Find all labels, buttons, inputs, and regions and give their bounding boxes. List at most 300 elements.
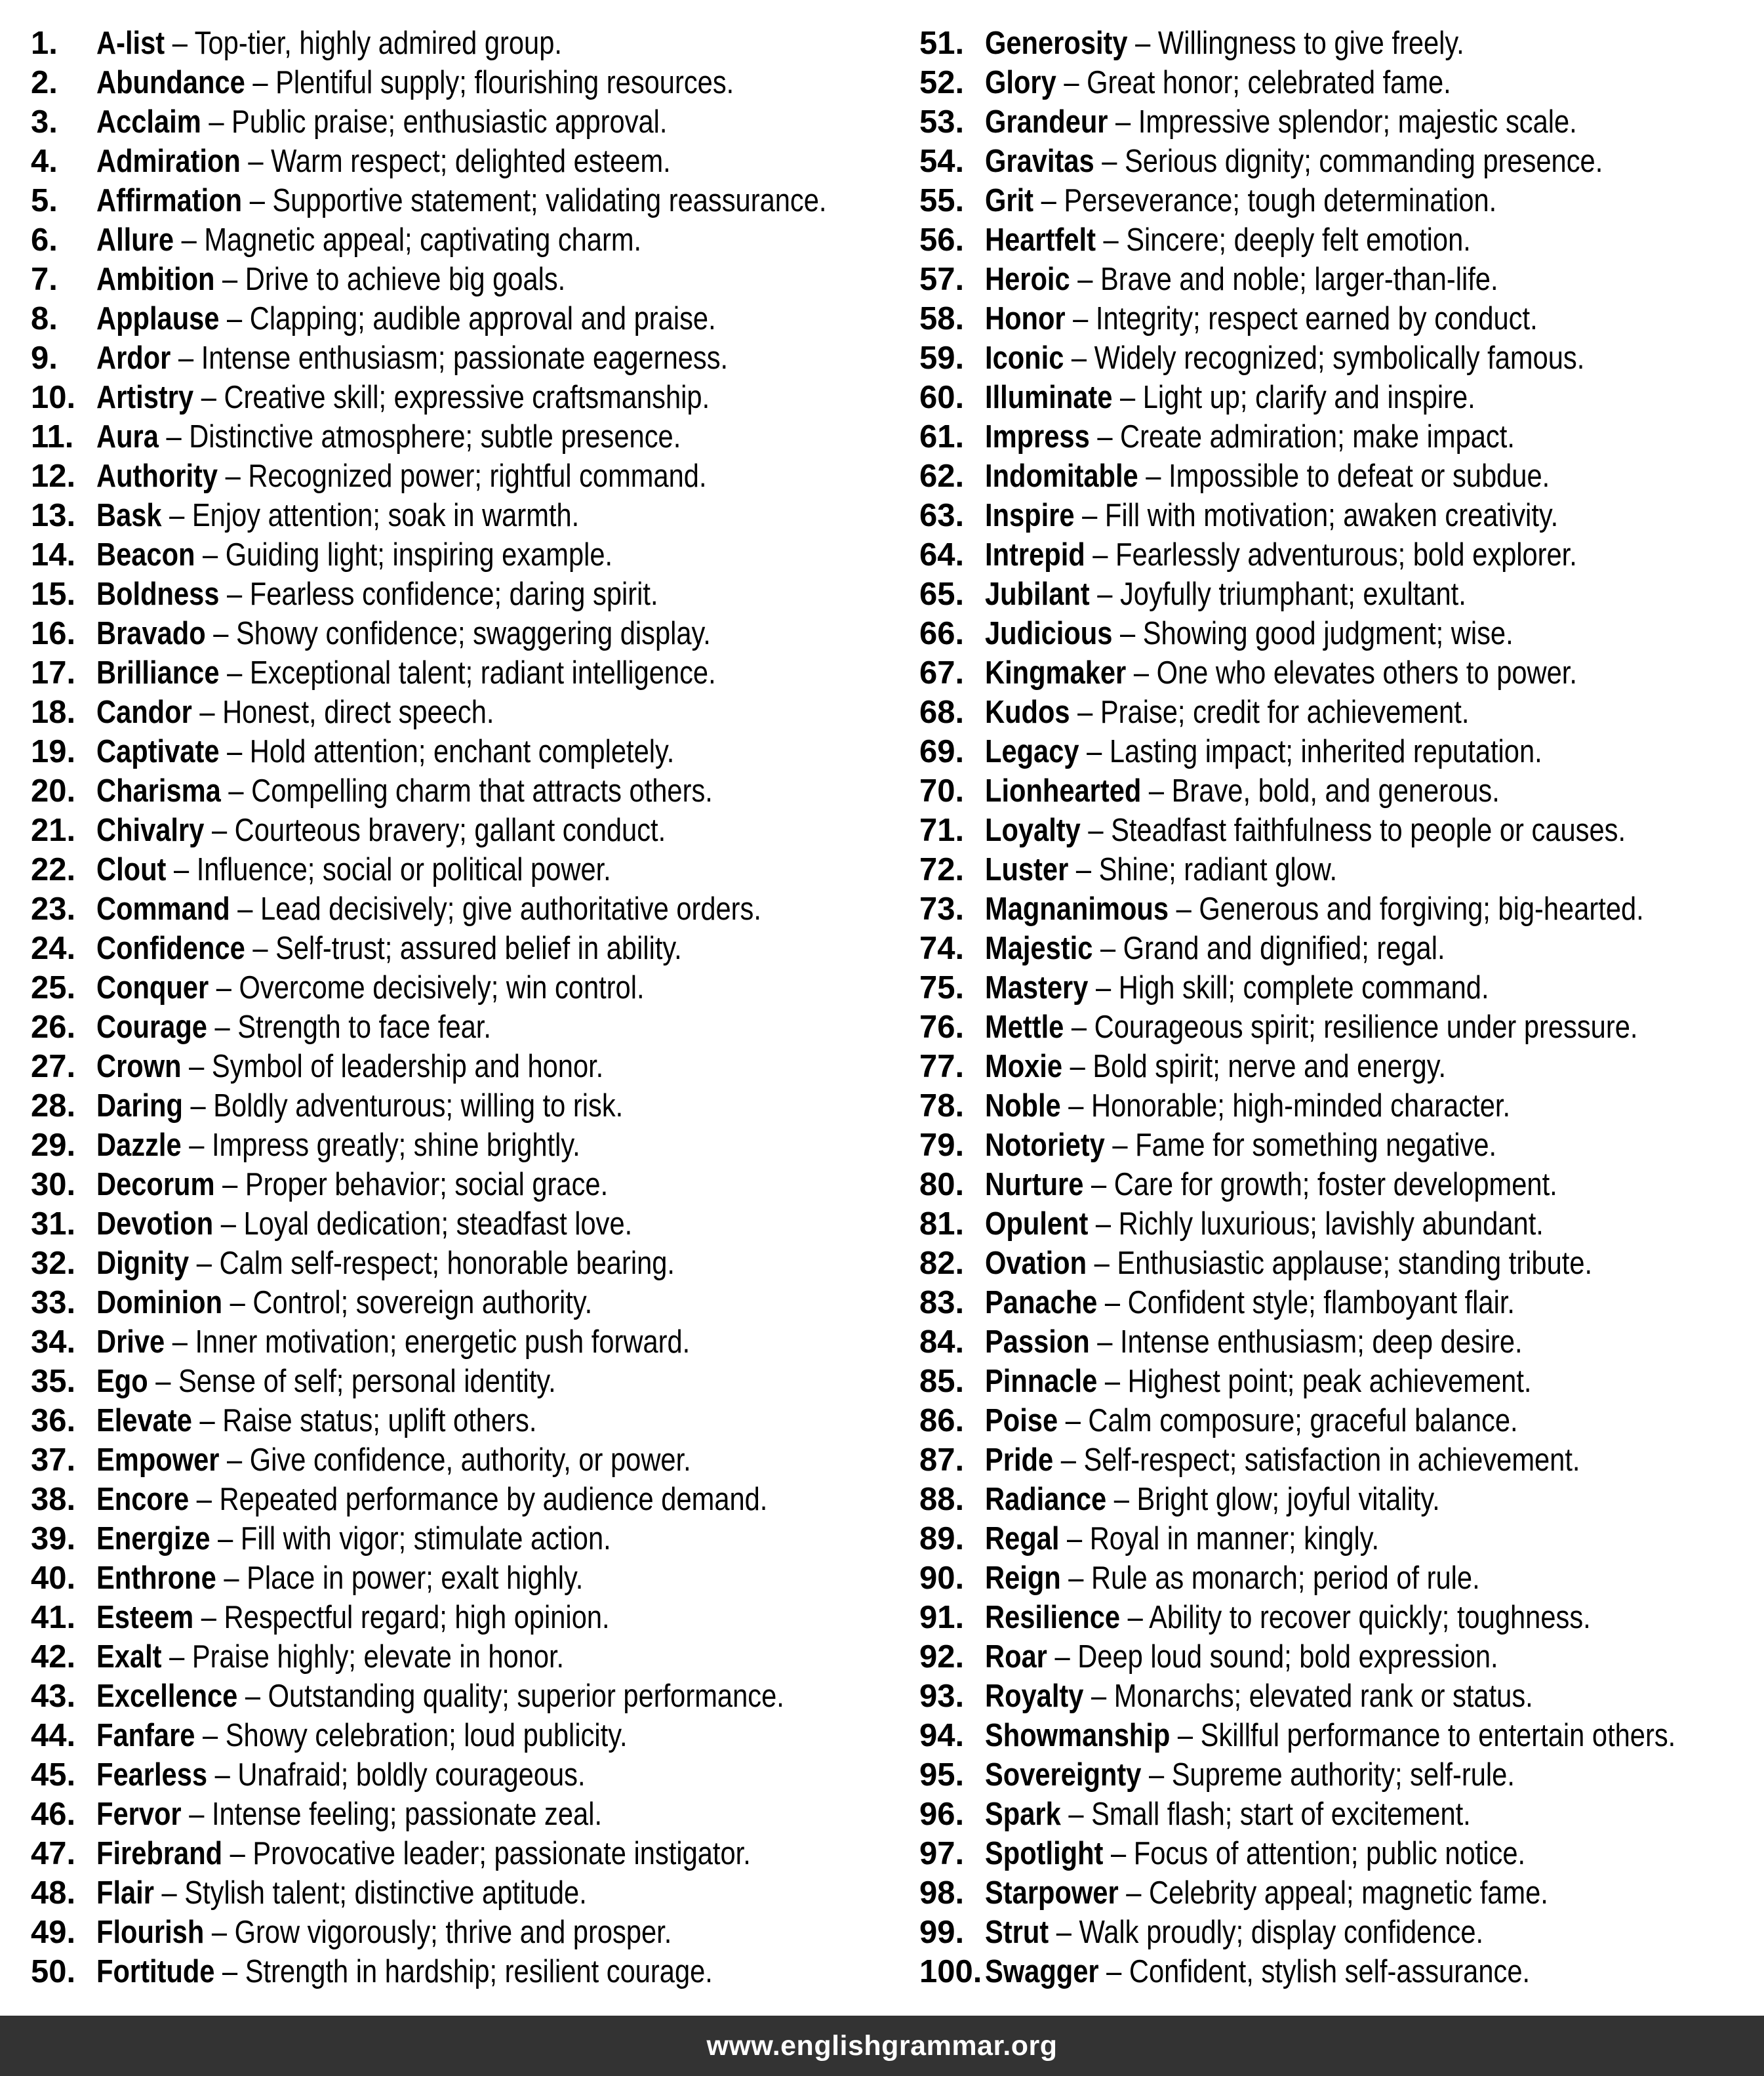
item-text xyxy=(96,378,710,417)
list-item xyxy=(919,811,1764,850)
item-word: Swagger xyxy=(985,1954,1099,1989)
item-word: Enthrone xyxy=(96,1560,216,1596)
item-number: 69. xyxy=(919,734,965,769)
item-text xyxy=(985,1480,1440,1519)
item-text xyxy=(985,1244,1592,1283)
item-word: Spotlight xyxy=(985,1836,1104,1871)
item-word: Radiance xyxy=(985,1482,1107,1517)
item-definition: – Enthusiastic applause; standing tribute. xyxy=(1087,1246,1593,1281)
item-number: 18. xyxy=(31,695,76,730)
item-number: 45. xyxy=(31,1757,76,1793)
item-number: 79. xyxy=(919,1128,965,1163)
item-word: Crown xyxy=(96,1049,182,1084)
item-definition: – Courteous bravery; gallant conduct. xyxy=(204,813,666,848)
item-text xyxy=(96,1677,784,1716)
item-definition: – Bright glow; joyful vitality. xyxy=(1106,1482,1440,1517)
item-text xyxy=(96,1519,611,1558)
list-item xyxy=(919,63,1764,102)
item-word: Strut xyxy=(985,1915,1049,1950)
item-definition: – Compelling charm that attracts others. xyxy=(220,773,713,809)
list-item xyxy=(919,1795,1764,1834)
item-text xyxy=(985,1716,1675,1755)
item-number: 34. xyxy=(31,1324,76,1360)
list-item xyxy=(31,1126,882,1165)
list-item xyxy=(919,1007,1764,1047)
item-text xyxy=(985,1519,1379,1558)
item-word: Noble xyxy=(985,1088,1061,1124)
list-item xyxy=(31,1480,882,1519)
item-definition: – Inner motivation; energetic push forward. xyxy=(165,1324,691,1360)
item-word: Exalt xyxy=(96,1639,162,1675)
item-text xyxy=(985,102,1577,142)
item-word: Mettle xyxy=(985,1009,1064,1045)
item-number: 33. xyxy=(31,1285,76,1320)
item-word: Devotion xyxy=(96,1206,214,1242)
item-text xyxy=(96,142,671,181)
item-definition: – Top-tier, highly admired group. xyxy=(165,26,562,61)
list-item xyxy=(31,929,882,968)
list-item xyxy=(919,1677,1764,1716)
list-item xyxy=(31,220,882,260)
item-definition: – Impress greatly; shine brightly. xyxy=(181,1128,580,1163)
list-item xyxy=(31,1952,882,1991)
item-text xyxy=(985,142,1603,181)
list-item xyxy=(31,1244,882,1283)
list-item xyxy=(31,63,882,102)
item-text xyxy=(985,1755,1515,1795)
list-item xyxy=(919,417,1764,457)
item-number: 57. xyxy=(919,262,965,297)
item-definition: – Lead decisively; give authoritative orders. xyxy=(230,891,761,927)
item-number: 99. xyxy=(919,1915,965,1950)
list-item xyxy=(31,771,882,811)
item-word: Captivate xyxy=(96,734,220,769)
item-word: Drive xyxy=(96,1324,165,1360)
list-item xyxy=(31,417,882,457)
item-definition: – Confident, stylish self-assurance. xyxy=(1098,1954,1531,1989)
item-word: Royalty xyxy=(985,1679,1084,1714)
item-text xyxy=(985,929,1445,968)
item-number: 64. xyxy=(919,537,965,573)
item-number: 49. xyxy=(31,1915,76,1950)
item-word: Nurture xyxy=(985,1167,1084,1202)
item-definition: – Strength in hardship; resilient courage. xyxy=(214,1954,713,1989)
item-word: Magnanimous xyxy=(985,891,1169,927)
item-word: Courage xyxy=(96,1009,207,1045)
item-text xyxy=(96,850,611,889)
item-number: 24. xyxy=(31,931,76,966)
item-word: Conquer xyxy=(96,970,209,1006)
item-text xyxy=(96,1204,632,1244)
item-definition: – Fame for something negative. xyxy=(1104,1128,1497,1163)
item-text xyxy=(985,1834,1525,1873)
list-item xyxy=(31,575,882,614)
item-text xyxy=(96,1637,564,1677)
item-definition: – Praise; credit for achievement. xyxy=(1070,695,1470,730)
footer-bar xyxy=(0,2016,1764,2076)
item-word: Mastery xyxy=(985,970,1089,1006)
item-definition: – Highest point; peak achievement. xyxy=(1097,1364,1532,1399)
item-text xyxy=(96,693,494,732)
item-number: 80. xyxy=(919,1167,965,1202)
item-number: 60. xyxy=(919,380,965,415)
item-definition: – Courageous spirit; resilience under pressure. xyxy=(1064,1009,1638,1045)
list-item xyxy=(31,496,882,535)
item-definition: – Grow vigorously; thrive and prosper. xyxy=(204,1915,672,1950)
item-text xyxy=(985,1086,1510,1126)
item-number: 5. xyxy=(31,183,58,218)
item-word: Daring xyxy=(96,1088,183,1124)
item-word: Legacy xyxy=(985,734,1079,769)
item-text xyxy=(985,850,1337,889)
item-number: 7. xyxy=(31,262,58,297)
item-definition: – Intense enthusiasm; deep desire. xyxy=(1089,1324,1523,1360)
item-definition: – Perseverance; tough determination. xyxy=(1033,183,1497,218)
item-text xyxy=(985,732,1542,771)
item-definition: – Plentiful supply; flourishing resources. xyxy=(245,65,734,100)
item-definition: – Deep loud sound; bold expression. xyxy=(1047,1639,1498,1675)
item-number: 75. xyxy=(919,970,965,1006)
item-number: 91. xyxy=(919,1600,965,1635)
list-item xyxy=(31,1755,882,1795)
item-text xyxy=(96,1086,623,1126)
item-word: Panache xyxy=(985,1285,1098,1320)
item-word: Command xyxy=(96,891,230,927)
item-number: 21. xyxy=(31,813,76,848)
item-definition: – Honorable; high-minded character. xyxy=(1060,1088,1511,1124)
list-item xyxy=(919,1440,1764,1480)
item-definition: – Lasting impact; inherited reputation. xyxy=(1079,734,1542,769)
item-definition: – Grand and dignified; regal. xyxy=(1092,931,1445,966)
item-text xyxy=(985,220,1471,260)
list-item xyxy=(919,1873,1764,1913)
list-item xyxy=(31,299,882,338)
item-text xyxy=(985,889,1644,929)
item-text xyxy=(96,260,565,299)
item-text xyxy=(96,889,761,929)
list-item xyxy=(919,614,1764,653)
list-item xyxy=(31,457,882,496)
item-text xyxy=(985,260,1498,299)
item-text xyxy=(985,1204,1544,1244)
item-word: Ambition xyxy=(96,262,215,297)
item-number: 20. xyxy=(31,773,76,809)
item-text xyxy=(985,653,1577,693)
list-item xyxy=(31,535,882,575)
item-definition: – Proper behavior; social grace. xyxy=(214,1167,609,1202)
item-number: 28. xyxy=(31,1088,76,1124)
item-word: Fervor xyxy=(96,1797,182,1832)
item-number: 23. xyxy=(31,891,76,927)
item-definition: – Raise status; uplift others. xyxy=(191,1403,537,1438)
item-definition: – Impossible to defeat or subdue. xyxy=(1138,458,1550,494)
item-word: Gravitas xyxy=(985,144,1094,179)
item-definition: – Sincere; deeply felt emotion. xyxy=(1095,222,1471,258)
list-item xyxy=(919,260,1764,299)
list-item xyxy=(919,1322,1764,1362)
item-number: 52. xyxy=(919,65,965,100)
list-item xyxy=(919,220,1764,260)
item-definition: – Focus of attention; public notice. xyxy=(1103,1836,1526,1871)
item-word: Loyalty xyxy=(985,813,1081,848)
list-item xyxy=(31,614,882,653)
list-item xyxy=(31,1913,882,1952)
item-definition: – Drive to achieve big goals. xyxy=(214,262,566,297)
item-number: 26. xyxy=(31,1009,76,1045)
item-word: Pinnacle xyxy=(985,1364,1098,1399)
item-number: 74. xyxy=(919,931,965,966)
item-word: Impress xyxy=(985,419,1090,455)
item-word: Acclaim xyxy=(96,104,201,140)
item-text xyxy=(96,653,716,693)
item-definition: – Skillful performance to entertain others. xyxy=(1170,1718,1676,1753)
list-item xyxy=(31,1086,882,1126)
item-definition: – Showy celebration; loud publicity. xyxy=(195,1718,628,1753)
item-number: 76. xyxy=(919,1009,965,1045)
list-item xyxy=(919,1086,1764,1126)
item-word: Regal xyxy=(985,1521,1060,1557)
item-number: 86. xyxy=(919,1403,965,1438)
item-word: Grit xyxy=(985,183,1034,218)
item-text xyxy=(96,1440,691,1480)
item-number: 63. xyxy=(919,498,965,533)
item-definition: – Integrity; respect earned by conduct. xyxy=(1065,301,1538,336)
list-item xyxy=(31,850,882,889)
item-number: 84. xyxy=(919,1324,965,1360)
item-number: 25. xyxy=(31,970,76,1006)
item-text xyxy=(96,220,641,260)
item-word: A-list xyxy=(96,26,165,61)
list-item xyxy=(919,1558,1764,1598)
item-word: Allure xyxy=(96,222,174,258)
list-item xyxy=(919,1244,1764,1283)
item-text xyxy=(985,1558,1480,1598)
item-text xyxy=(96,1126,580,1165)
list-item xyxy=(31,181,882,220)
item-number: 6. xyxy=(31,222,58,258)
list-item xyxy=(919,142,1764,181)
item-number: 46. xyxy=(31,1797,76,1832)
item-definition: – Bold spirit; nerve and energy. xyxy=(1062,1049,1447,1084)
item-text xyxy=(96,575,658,614)
item-word: Fortitude xyxy=(96,1954,215,1989)
item-text xyxy=(96,929,682,968)
item-definition: – Brave and noble; larger-than-life. xyxy=(1070,262,1498,297)
item-word: Aura xyxy=(96,419,159,455)
list-item xyxy=(31,338,882,378)
list-item xyxy=(31,693,882,732)
item-text xyxy=(985,1322,1523,1362)
item-text xyxy=(985,693,1469,732)
item-definition: – Joyfully triumphant; exultant. xyxy=(1089,577,1466,612)
item-definition: – Overcome decisively; win control. xyxy=(209,970,645,1006)
item-number: 65. xyxy=(919,577,965,612)
item-word: Abundance xyxy=(96,65,245,100)
item-text xyxy=(96,1755,586,1795)
item-definition: – Exceptional talent; radiant intelligence. xyxy=(219,655,716,691)
item-text xyxy=(985,1795,1471,1834)
item-number: 54. xyxy=(919,144,965,179)
item-definition: – Recognized power; rightful command. xyxy=(218,458,707,494)
item-word: Inspire xyxy=(985,498,1075,533)
item-number: 30. xyxy=(31,1167,76,1202)
item-word: Esteem xyxy=(96,1600,194,1635)
item-text xyxy=(96,1362,556,1401)
item-text xyxy=(96,1873,587,1913)
list-item xyxy=(919,1126,1764,1165)
item-definition: – Enjoy attention; soak in warmth. xyxy=(161,498,580,533)
item-definition: – Symbol of leadership and honor. xyxy=(181,1049,604,1084)
item-number: 36. xyxy=(31,1403,76,1438)
item-text xyxy=(96,1047,603,1086)
item-word: Heartfelt xyxy=(985,222,1096,258)
item-definition: – Fearlessly adventurous; bold explorer. xyxy=(1085,537,1577,573)
list-item xyxy=(919,889,1764,929)
item-word: Glory xyxy=(985,65,1056,100)
item-word: Beacon xyxy=(96,537,195,573)
list-item xyxy=(919,1047,1764,1086)
item-number: 58. xyxy=(919,301,965,336)
item-word: Dominion xyxy=(96,1285,223,1320)
item-text xyxy=(985,1362,1531,1401)
item-number: 19. xyxy=(31,734,76,769)
item-number: 61. xyxy=(919,419,965,455)
item-text xyxy=(96,1165,608,1204)
item-text xyxy=(985,1440,1580,1480)
item-text xyxy=(96,1716,628,1755)
item-word: Intrepid xyxy=(985,537,1085,573)
item-definition: – Rule as monarch; period of rule. xyxy=(1060,1560,1480,1596)
item-definition: – Royal in manner; kingly. xyxy=(1059,1521,1380,1557)
item-word: Fanfare xyxy=(96,1718,195,1753)
list-item xyxy=(31,1834,882,1873)
item-word: Ego xyxy=(96,1364,148,1399)
word-list-column-right xyxy=(882,24,1764,1991)
item-definition: – Fearless confidence; daring spirit. xyxy=(219,577,658,612)
item-number: 62. xyxy=(919,458,965,494)
item-number: 71. xyxy=(919,813,965,848)
item-word: Passion xyxy=(985,1324,1090,1360)
item-definition: – Strength to face fear. xyxy=(207,1009,491,1045)
item-number: 12. xyxy=(31,458,76,494)
item-text xyxy=(96,1558,583,1598)
item-word: Spark xyxy=(985,1797,1061,1832)
item-definition: – Celebrity appeal; magnetic fame. xyxy=(1118,1875,1548,1911)
item-text xyxy=(985,1401,1518,1440)
item-definition: – Showing good judgment; wise. xyxy=(1112,616,1513,651)
list-item xyxy=(919,693,1764,732)
item-word: Grandeur xyxy=(985,104,1108,140)
item-definition: – Brave, bold, and generous. xyxy=(1141,773,1500,809)
list-item xyxy=(31,1007,882,1047)
item-text xyxy=(985,1007,1637,1047)
item-number: 13. xyxy=(31,498,76,533)
item-word: Firebrand xyxy=(96,1836,223,1871)
item-number: 98. xyxy=(919,1875,965,1911)
item-definition: – Self-respect; satisfaction in achievement. xyxy=(1053,1442,1580,1478)
item-definition: – Fill with vigor; stimulate action. xyxy=(210,1521,611,1557)
item-text xyxy=(985,417,1515,457)
item-text xyxy=(96,968,645,1007)
item-text xyxy=(985,1677,1533,1716)
list-item xyxy=(919,1519,1764,1558)
item-number: 29. xyxy=(31,1128,76,1163)
item-definition: – Respectful regard; high opinion. xyxy=(193,1600,610,1635)
item-number: 50. xyxy=(31,1954,76,1989)
item-number: 4. xyxy=(31,144,58,179)
list-item xyxy=(919,24,1764,63)
item-word: Flourish xyxy=(96,1915,205,1950)
item-word: Ardor xyxy=(96,340,171,376)
item-word: Lionhearted xyxy=(985,773,1142,809)
list-item xyxy=(919,299,1764,338)
item-word: Clout xyxy=(96,852,167,887)
list-item xyxy=(919,1165,1764,1204)
item-definition: – Care for growth; foster development. xyxy=(1083,1167,1557,1202)
item-definition: – Generous and forgiving; big-hearted. xyxy=(1169,891,1644,927)
list-item xyxy=(31,1558,882,1598)
item-number: 59. xyxy=(919,340,965,376)
item-definition: – Create admiration; make impact. xyxy=(1089,419,1515,455)
item-word: Majestic xyxy=(985,931,1093,966)
item-word: Luster xyxy=(985,852,1069,887)
item-definition: – Control; sovereign authority. xyxy=(222,1285,593,1320)
list-item xyxy=(31,889,882,929)
item-text xyxy=(96,1952,713,1991)
item-text xyxy=(985,1283,1515,1322)
list-item xyxy=(31,653,882,693)
item-word: Flair xyxy=(96,1875,154,1911)
item-text xyxy=(96,535,612,575)
item-number: 78. xyxy=(919,1088,965,1124)
list-item xyxy=(919,1637,1764,1677)
list-item xyxy=(31,1204,882,1244)
list-item xyxy=(31,1677,882,1716)
list-item xyxy=(919,457,1764,496)
item-word: Moxie xyxy=(985,1049,1063,1084)
item-text xyxy=(96,102,668,142)
item-definition: – Place in power; exalt highly. xyxy=(216,1560,584,1596)
item-number: 11. xyxy=(31,419,74,455)
item-word: Fearless xyxy=(96,1757,208,1793)
item-number: 81. xyxy=(919,1206,965,1242)
list-item xyxy=(31,1873,882,1913)
item-definition: – Influence; social or political power. xyxy=(166,852,611,887)
list-item xyxy=(919,1598,1764,1637)
list-item xyxy=(31,260,882,299)
item-text xyxy=(96,63,734,102)
list-item xyxy=(31,968,882,1007)
list-item xyxy=(919,496,1764,535)
item-word: Boldness xyxy=(96,577,220,612)
list-item xyxy=(919,1952,1764,1991)
item-text xyxy=(985,378,1475,417)
item-word: Pride xyxy=(985,1442,1054,1478)
list-item xyxy=(31,1401,882,1440)
word-list-column-left xyxy=(0,24,882,1991)
item-text xyxy=(96,1913,672,1952)
list-item xyxy=(31,1283,882,1322)
item-word: Indomitable xyxy=(985,458,1138,494)
item-definition: – One who elevates others to power. xyxy=(1126,655,1577,691)
item-definition: – Outstanding quality; superior performance. xyxy=(237,1679,784,1714)
item-text xyxy=(985,1637,1498,1677)
item-text xyxy=(985,1165,1557,1204)
list-item xyxy=(919,1834,1764,1873)
item-text xyxy=(96,1283,592,1322)
item-number: 85. xyxy=(919,1364,965,1399)
list-item xyxy=(919,732,1764,771)
